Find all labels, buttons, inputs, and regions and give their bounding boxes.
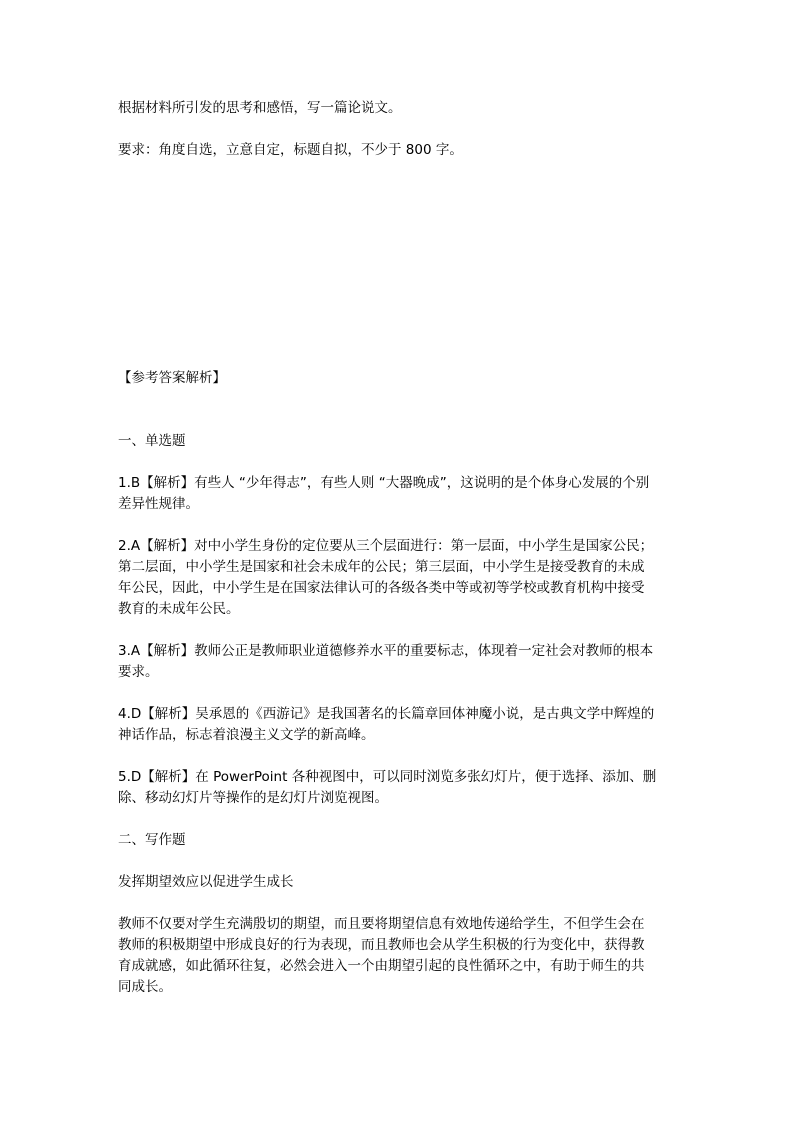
answer-line: 教育的未成年公民。 (118, 601, 240, 617)
answer-2 (118, 536, 698, 620)
essay-line: 同成长。 (118, 979, 172, 995)
answer-line: 5.D【解析】在 PowerPoint 各种视图中，可以同时浏览多张幻灯片，便于选择、添加、删 (118, 769, 657, 785)
answer-5 (118, 767, 698, 809)
prompt-line: 根据材料所引发的思考和感悟，写一篇论说文。 (118, 100, 402, 116)
answer-line: 要求。 (118, 664, 159, 680)
answer-line: 神话作品，标志着浪漫主义文学的新高峰。 (118, 727, 375, 743)
essay-body (118, 914, 698, 998)
section1-title: 一、单选题 (118, 433, 186, 449)
answer-line: 年公民，因此，中小学生是在国家法律认可的各级各类中等或初等学校或教育机构中接受 (118, 580, 645, 596)
answer-3 (118, 641, 698, 683)
answer-heading: 【参考答案解析】 (118, 370, 226, 386)
answer-line: 3.A【解析】教师公正是教师职业道德修养水平的重要标志，体现着一定社会对教师的根本 (118, 643, 654, 659)
answer-line: 第二层面，中小学生是国家和社会未成年的公民；第三层面，中小学生是接受教育的未成 (118, 559, 645, 575)
answer-line: 4.D【解析】吴承恩的《西游记》是我国著名的长篇章回体神魔小说，是古典文学中辉煌的 (118, 706, 655, 722)
requirement-line: 要求：角度自选，立意自定，标题自拟，不少于 800 字。 (118, 142, 463, 158)
essay-line: 教师不仅要对学生充满殷切的期望，而且要将期望信息有效地传递给学生，不但学生会在 (118, 916, 645, 932)
answer-1 (118, 473, 698, 515)
answer-line: 1.B【解析】有些人 “少年得志”，有些人则 “大器晚成”，这说明的是个体身心发展的个别 (118, 475, 650, 491)
answer-line: 差异性规律。 (118, 496, 199, 512)
answer-line: 除、移动幻灯片等操作的是幻灯片浏览视图。 (118, 790, 388, 806)
essay-line: 教师的积极期望中形成良好的行为表现，而且教师也会从学生积极的行为变化中，获得教 (118, 937, 645, 953)
answer-line: 2.A【解析】对中小学生身份的定位要从三个层面进行：第一层面，中小学生是国家公民； (118, 538, 654, 554)
essay-title: 发挥期望效应以促进学生成长 (118, 874, 294, 890)
answer-4 (118, 704, 698, 746)
section2-title: 二、写作题 (118, 832, 186, 848)
essay-line: 育成就感，如此循环往复，必然会进入一个由期望引起的良性循环之中，有助于师生的共 (118, 958, 645, 974)
